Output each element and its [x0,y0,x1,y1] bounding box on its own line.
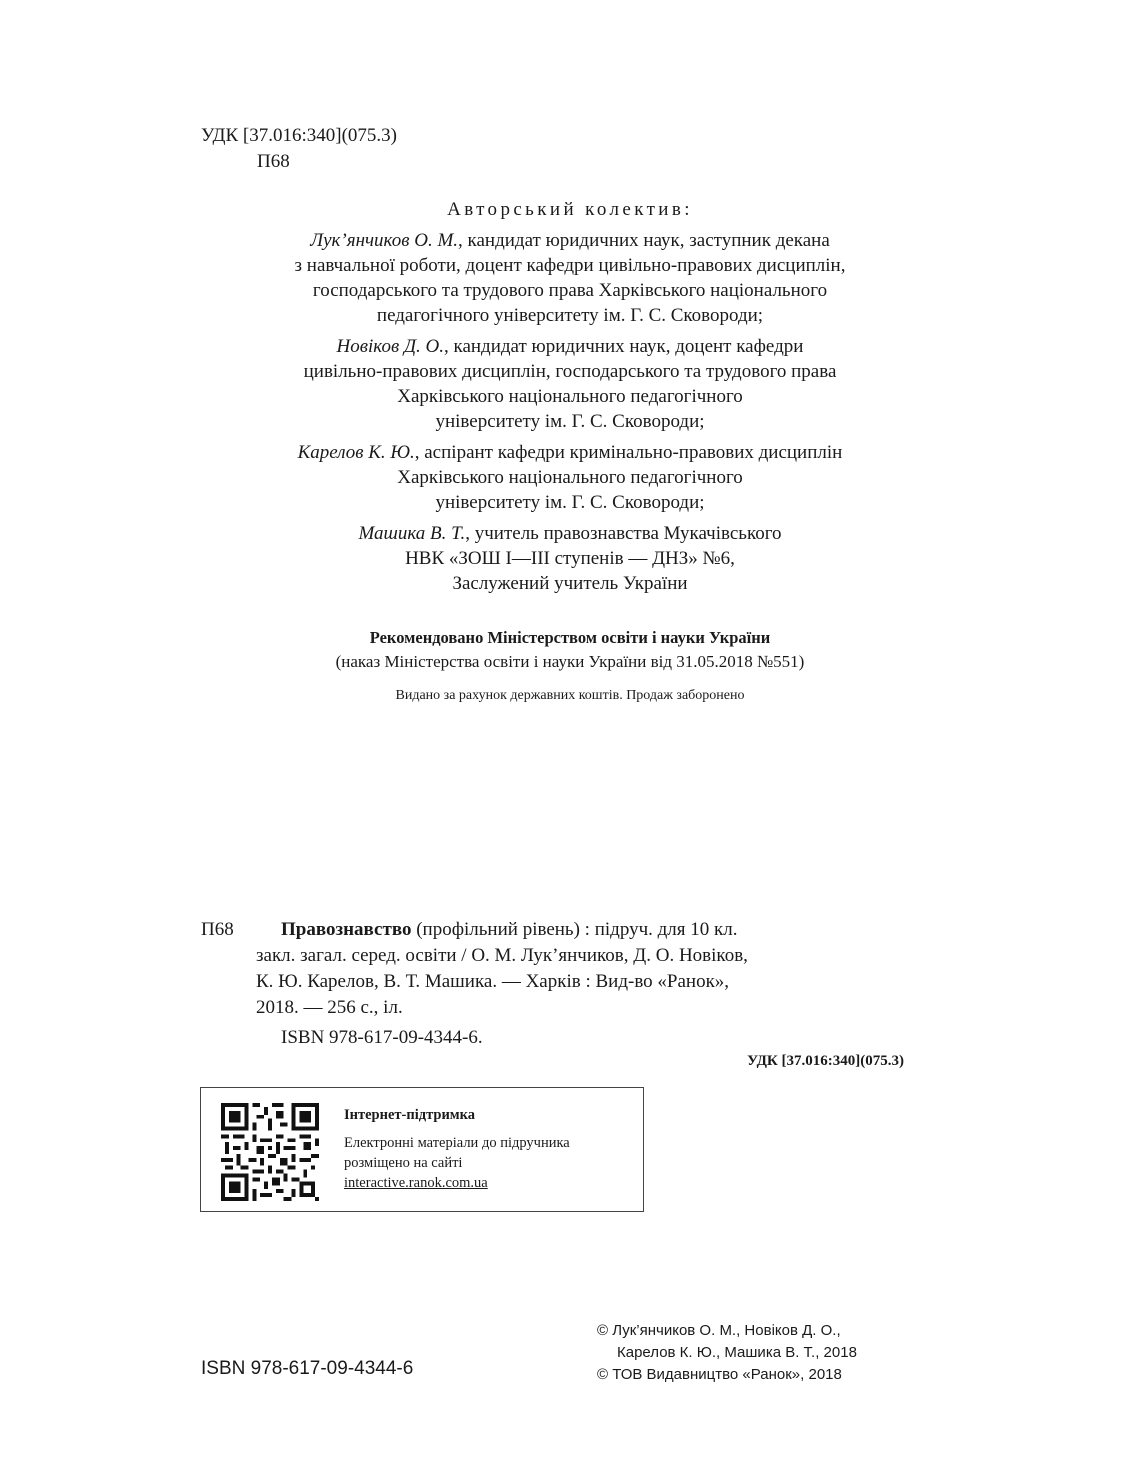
copyright-line: Карелов К. Ю., Машика В. Т., 2018 [617,1344,857,1361]
udk-header [201,123,397,175]
author-name: Машика В. Т. [358,523,466,544]
author-entry: Новіков Д. О., кандидат юридичних наук, доцент кафедри цивільно-правових дисциплін, господарського та трудового права Харківського національного педагогічного університету ім. Г. С. Сковороди; [303,336,837,432]
support-title: Інтернет-підтримка [344,1107,476,1123]
author-entry: Карелов К. Ю., аспірант кафедри кримінально-правових дисциплін Харківського національного педагогічного університету ім. Г. С. Сковороди; [297,442,843,513]
udk-code: УДК [37.016:340](075.3) [201,125,398,146]
book-title: Правознавство [281,919,412,940]
catalog-code: П68 [257,151,290,172]
recommendation-block [170,626,970,706]
support-link[interactable]: interactive.ranok.com.ua [344,1175,488,1191]
support-line: Електронні матеріали до підручника [344,1135,570,1151]
author-name: Новіков Д. О. [336,336,444,357]
isbn-bottom: ISBN 978-617-09-4344-6 [201,1358,414,1379]
copyright-line: © Лук’янчиков О. М., Новіков Д. О., [597,1322,841,1339]
catalog-udk: УДК [37.016:340](075.3) [747,1053,904,1069]
author-name: Лук’янчиков О. М. [310,230,459,251]
qr-code-icon[interactable] [221,1103,319,1201]
internet-support-box [200,1087,644,1212]
support-line: розміщено на сайті [344,1155,463,1171]
authors-block [170,197,970,602]
recommendation-title: Рекомендовано Міністерством освіти і науки України [369,628,771,647]
authors-heading: Авторський колектив: [447,199,693,220]
copyright-line: © ТОВ Видавництво «Ранок», 2018 [597,1366,842,1383]
copyright-block [597,1320,857,1386]
author-entry: Машика В. Т., учитель правознавства Мукачівського НВК «ЗОШ І—ІІІ ступенів — ДНЗ» №6, Заслужений учитель України [358,523,782,594]
catalog-description: Правознавство (профільний рівень) : підруч. для 10 кл. закл. загал. серед. освіти / О. М. Лук’янчиков, Д. О. Новіков, К. Ю. Карелов, В. Т. Машика. — Харків : Вид-во «Ранок», 2018. — 256 с., іл. ISBN 978-617-09-4344-6. [281,917,906,1051]
catalog-mark: П68 [201,919,234,940]
support-text [344,1105,570,1193]
catalog-card [201,917,906,1051]
catalog-isbn: ISBN 978-617-09-4344-6. [281,1027,483,1048]
funding-note: Видано за рахунок державних коштів. Продаж заборонено [395,688,745,703]
author-entry: Лук’янчиков О. М., кандидат юридичних наук, заступник декана з навчальної роботи, доцент кафедри цивільно-правових дисциплін, господарського та трудового права Харківського національного педагогічного університету ім. Г. С. Сковороди; [294,230,846,326]
author-name: Карелов К. Ю. [297,442,415,463]
recommendation-order: (наказ Міністерства освіти і науки України від 31.05.2018 №551) [335,652,805,671]
